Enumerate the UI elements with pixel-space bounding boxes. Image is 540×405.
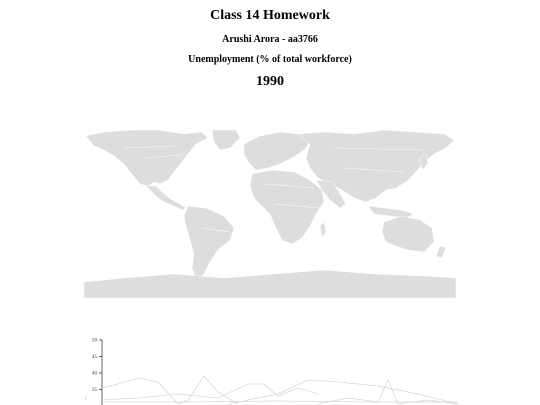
author-subtitle: Arushi Arora - aa3766 bbox=[222, 34, 318, 45]
antarctica-shape bbox=[84, 270, 456, 298]
madagascar-shape bbox=[320, 222, 326, 238]
year-label: 1990 bbox=[256, 74, 284, 89]
y-tick-label: 35 bbox=[92, 388, 97, 394]
world-map bbox=[84, 128, 456, 298]
africa-shape bbox=[250, 170, 324, 244]
series-line bbox=[102, 401, 458, 402]
y-tick-label: 45 bbox=[92, 355, 97, 361]
indicator-title: Unemployment (% of total workforce) bbox=[188, 54, 352, 65]
south-america-shape bbox=[184, 206, 234, 280]
series-line bbox=[102, 384, 318, 400]
indonesia-shape bbox=[368, 206, 414, 218]
y-tick-label: 40 bbox=[92, 371, 97, 377]
new-zealand-shape bbox=[436, 246, 446, 258]
y-axis-label: ... bbox=[82, 395, 88, 400]
australia-shape bbox=[382, 216, 434, 252]
europe-shape bbox=[244, 132, 310, 170]
unemployment-line-chart bbox=[78, 334, 468, 405]
greenland-shape bbox=[212, 130, 240, 150]
series-line bbox=[318, 380, 458, 404]
series-line bbox=[102, 376, 238, 404]
page-title: Class 14 Homework bbox=[210, 8, 330, 23]
central-america-shape bbox=[146, 186, 186, 210]
y-tick-label: 50 bbox=[92, 338, 97, 344]
